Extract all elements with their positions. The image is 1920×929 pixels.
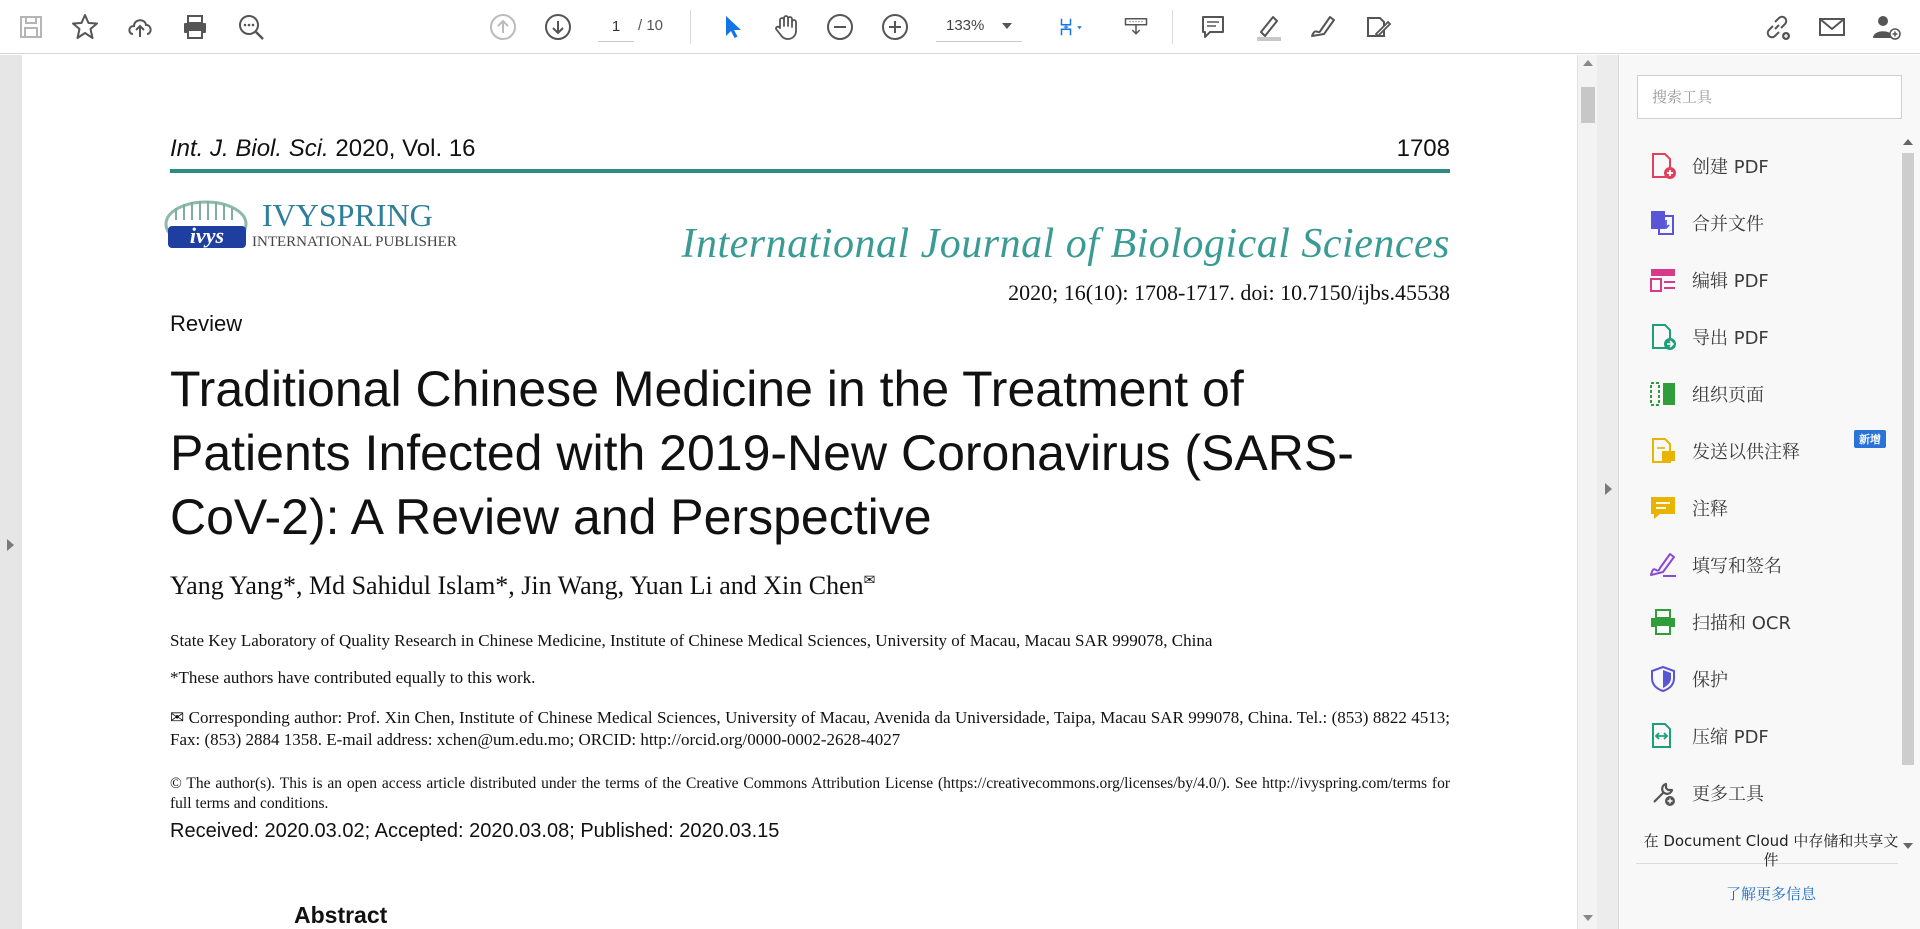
comment-icon[interactable] xyxy=(1193,7,1233,47)
page-total: / 10 xyxy=(638,17,664,34)
tool-list xyxy=(1636,135,1898,857)
scroll-up-icon[interactable] xyxy=(1583,60,1593,66)
fit-page-icon[interactable] xyxy=(1048,7,1096,47)
equal-contribution-note: *These authors have contributed equally to this work. xyxy=(170,668,536,687)
bookmark-star-icon[interactable] xyxy=(65,7,105,47)
pdf-page xyxy=(22,55,1577,929)
previous-page-icon[interactable] xyxy=(483,7,523,47)
chevron-right-icon[interactable] xyxy=(7,539,14,551)
logo-letters: ivys xyxy=(189,223,225,248)
chevron-right-icon[interactable] xyxy=(1605,483,1612,495)
article-type: Review xyxy=(170,311,243,336)
tool-label: 组织页面 xyxy=(1692,385,1764,406)
organize-pages-icon xyxy=(1646,377,1680,411)
highlight-icon[interactable] xyxy=(1248,7,1288,47)
edit-pdf-icon xyxy=(1646,263,1680,297)
new-badge: 新增 xyxy=(1854,430,1886,448)
tool-combine-files[interactable] xyxy=(1636,197,1898,249)
toolbar-divider xyxy=(1172,10,1173,44)
draw-icon[interactable] xyxy=(1303,7,1343,47)
next-page-icon[interactable] xyxy=(538,7,578,47)
tool-label: 合并文件 xyxy=(1692,214,1764,235)
scroll-down-icon[interactable] xyxy=(1583,915,1593,921)
select-tool-icon[interactable] xyxy=(712,7,752,47)
hand-tool-icon[interactable] xyxy=(766,7,806,47)
tool-organize-pages[interactable] xyxy=(1636,368,1898,420)
tool-fill-sign[interactable] xyxy=(1636,539,1898,591)
export-pdf-icon xyxy=(1646,320,1680,354)
tool-label: 填写和签名 xyxy=(1692,556,1782,577)
tool-label: 导出 PDF xyxy=(1692,328,1769,349)
page-number: 1708 xyxy=(1396,135,1450,162)
tool-scan-ocr[interactable] xyxy=(1636,596,1898,648)
citation-line: 2020; 16(10): 1708-1717. doi: 10.7150/ijbs.45538 xyxy=(1008,280,1450,305)
publisher-logo xyxy=(162,190,487,260)
send-for-comments-icon xyxy=(1646,434,1680,468)
more-tools-icon xyxy=(1646,776,1680,810)
publisher-name: IVYSPRING xyxy=(262,197,433,233)
journal-title: International Journal of Biological Sciences xyxy=(681,221,1450,267)
authors-line xyxy=(170,571,875,601)
scan-ocr-icon xyxy=(1646,605,1680,639)
tool-compress-pdf[interactable] xyxy=(1636,710,1898,762)
top-toolbar xyxy=(0,0,1920,54)
protect-icon xyxy=(1646,662,1680,696)
tool-label: 编辑 PDF xyxy=(1692,271,1769,292)
find-zoom-icon[interactable] xyxy=(231,7,271,47)
publication-dates: Received: 2020.03.02; Accepted: 2020.03.08; Published: 2020.03.15 xyxy=(170,820,780,842)
abstract-heading: Abstract xyxy=(294,902,388,928)
combine-files-icon xyxy=(1646,206,1680,240)
comment-icon xyxy=(1646,491,1680,525)
share-link-icon[interactable] xyxy=(1757,7,1797,47)
tool-label: 创建 PDF xyxy=(1692,157,1769,178)
year-volume: 2020, Vol. 16 xyxy=(328,135,476,162)
left-panel-toggle-strip[interactable] xyxy=(0,55,22,929)
scroll-thumb[interactable] xyxy=(1581,87,1595,123)
affiliation: State Key Laboratory of Quality Research in Chinese Medicine, Institute of Chinese Medical Sciences, University of Macau, Macau SAR 999078, China xyxy=(170,631,1213,650)
tool-export-pdf[interactable] xyxy=(1636,311,1898,363)
upload-cloud-icon[interactable] xyxy=(120,7,160,47)
article-title: Traditional Chinese Medicine in the Treatment of Patients Infected with 2019-New Coronavirus (SARS-CoV-2): A Review and Perspective xyxy=(170,361,1354,545)
license-notice: © The author(s). This is an open access article distributed under the terms of the Creative Commons Attribution License (https://creativecommons.org/licenses/by/4.0/). See http://ivyspring.com/terms for full terms and conditions. xyxy=(170,775,1450,812)
tool-label: 保护 xyxy=(1692,670,1728,691)
save-icon[interactable] xyxy=(11,7,51,47)
document-viewport[interactable] xyxy=(22,55,1577,929)
running-head xyxy=(170,135,476,163)
zoom-select[interactable] xyxy=(936,12,1022,42)
journal-abbrev: Int. J. Biol. Sci. xyxy=(170,135,329,162)
zoom-in-icon[interactable] xyxy=(875,7,915,47)
learn-more-link[interactable]: 了解更多信息 xyxy=(1725,885,1816,903)
toolbar-divider xyxy=(690,10,691,44)
tool-more-tools[interactable] xyxy=(1636,767,1898,819)
add-user-icon[interactable] xyxy=(1866,7,1906,47)
tool-comment[interactable] xyxy=(1636,482,1898,534)
authors: Yang Yang*, Md Sahidul Islam*, Jin Wang, Yuan Li and Xin Chen xyxy=(170,571,864,600)
tool-label: 注释 xyxy=(1692,499,1728,520)
publisher-sub: INTERNATIONAL PUBLISHER xyxy=(252,234,457,250)
tool-label: 扫描和 OCR xyxy=(1692,613,1791,634)
header-rule xyxy=(170,169,1450,173)
scroll-thumb[interactable] xyxy=(1902,153,1914,765)
tool-label: 更多工具 xyxy=(1692,784,1764,805)
tools-scrollbar[interactable] xyxy=(1900,135,1916,857)
document-cloud-promo: 在 Document Cloud 中存储和共享文件 xyxy=(1643,832,1899,869)
right-panel-toggle-strip[interactable] xyxy=(1597,55,1619,929)
tool-edit-pdf[interactable] xyxy=(1636,254,1898,306)
corresponding-author: ✉ Corresponding author: Prof. Xin Chen, Institute of Chinese Medical Sciences, University of Macau, Avenida da Universidade, Taipa, Macau SAR 999078, China. Tel.: (853) 8822 4513; Fax: (853) 2884 1358. E-mail address: xchen@um.edu.mo; ORCID: http://orcid.org/0000-0002-2628-4027 xyxy=(170,708,1450,749)
tools-pane xyxy=(1620,55,1920,929)
email-icon[interactable] xyxy=(1812,7,1852,47)
scroll-down-icon[interactable] xyxy=(1903,843,1913,849)
envelope-icon: ✉ xyxy=(863,573,876,589)
tool-label: 压缩 PDF xyxy=(1692,727,1769,748)
scroll-mode-icon[interactable] xyxy=(1112,7,1160,47)
tool-search-input[interactable] xyxy=(1637,75,1902,119)
document-scrollbar[interactable] xyxy=(1577,55,1597,929)
edit-text-icon[interactable] xyxy=(1357,7,1397,47)
zoom-out-icon[interactable] xyxy=(820,7,860,47)
compress-pdf-icon xyxy=(1646,719,1680,753)
tool-send-for-comments[interactable] xyxy=(1636,425,1898,477)
scroll-up-icon[interactable] xyxy=(1903,139,1913,145)
page-number-input[interactable] xyxy=(598,12,634,42)
fill-sign-icon xyxy=(1646,548,1680,582)
tool-create-pdf[interactable] xyxy=(1636,140,1898,192)
zoom-value: 133% xyxy=(946,17,985,34)
tool-protect[interactable] xyxy=(1636,653,1898,705)
chevron-down-icon xyxy=(1002,23,1012,29)
print-icon[interactable] xyxy=(175,7,215,47)
tool-label: 发送以供注释 xyxy=(1692,442,1800,463)
create-pdf-icon xyxy=(1646,149,1680,183)
